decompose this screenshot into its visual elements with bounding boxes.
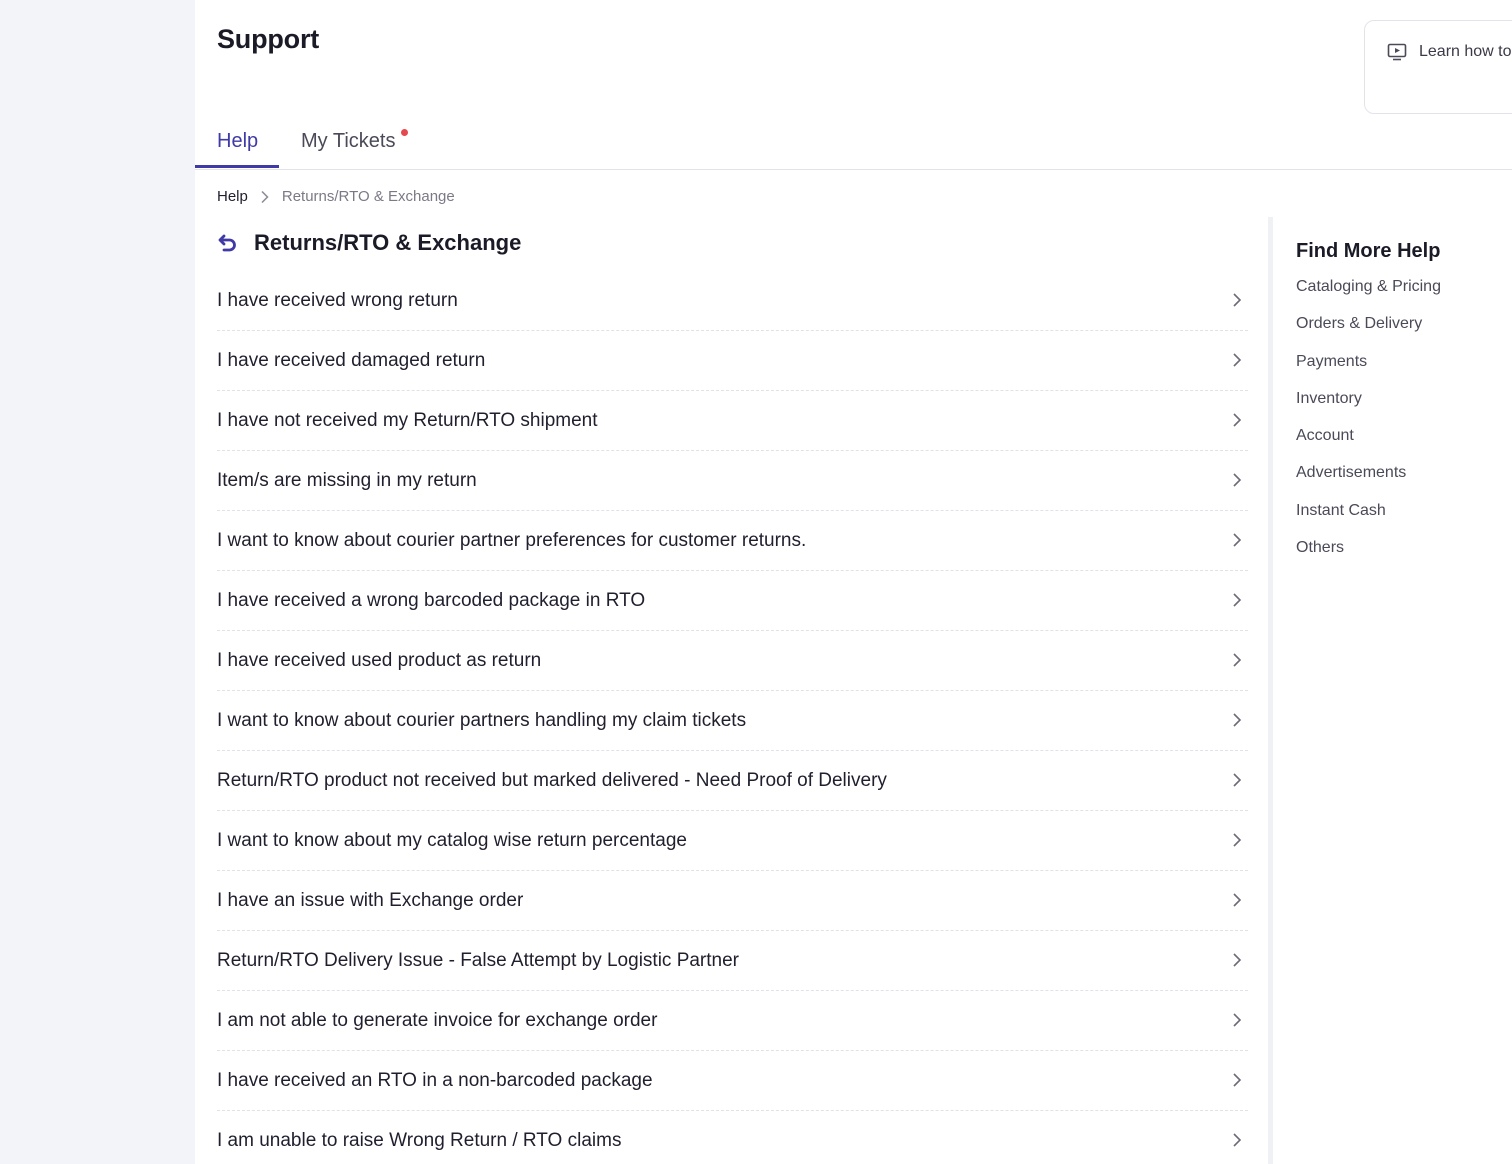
chevron-right-icon — [1232, 532, 1242, 548]
faq-item[interactable] — [217, 871, 1248, 931]
faq-item[interactable] — [217, 1051, 1248, 1111]
section-header — [217, 230, 521, 256]
section-title: Returns/RTO & Exchange — [254, 230, 522, 255]
help-category-link[interactable]: Account — [1296, 427, 1354, 445]
help-category-link[interactable]: Others — [1296, 539, 1345, 557]
faq-question: I have received wrong return — [217, 290, 458, 311]
page-title: Support — [217, 24, 320, 54]
faq-question: I want to know about courier partners handling my claim tickets — [217, 710, 747, 731]
chevron-right-icon — [1232, 712, 1242, 728]
faq-item[interactable] — [217, 391, 1248, 451]
chevron-right-icon — [1232, 1012, 1242, 1028]
learn-how-to-card[interactable] — [1364, 20, 1512, 114]
breadcrumb — [217, 188, 455, 205]
help-category-link[interactable]: Payments — [1296, 352, 1368, 370]
help-category-link[interactable]: Orders & Delivery — [1296, 315, 1423, 333]
faq-item[interactable] — [217, 991, 1248, 1051]
find-more-help-panel — [1296, 240, 1441, 575]
chevron-right-icon — [1232, 1132, 1242, 1148]
chevron-right-icon — [1232, 472, 1242, 488]
chevron-right-icon — [1232, 892, 1242, 908]
faq-question: I have not received my Return/RTO shipment — [217, 410, 598, 431]
find-more-help-heading: Find More Help — [1296, 240, 1441, 262]
faq-question: I have received a wrong barcoded package in RTO — [217, 590, 646, 611]
return-arrow-icon — [217, 232, 239, 254]
active-tab-indicator — [195, 165, 279, 168]
main-content — [195, 0, 1512, 1164]
help-category-link[interactable]: Inventory — [1296, 389, 1362, 407]
chevron-right-icon — [1232, 592, 1242, 608]
faq-question: I am not able to generate invoice for exchange order — [217, 1010, 658, 1031]
faq-item[interactable] — [217, 691, 1248, 751]
chevron-right-icon — [1232, 1072, 1242, 1088]
chevron-right-icon — [1232, 412, 1242, 428]
chevron-right-icon — [1232, 292, 1242, 308]
video-screen-icon — [1387, 43, 1407, 61]
help-category-link[interactable]: Cataloging & Pricing — [1296, 278, 1441, 295]
faq-item[interactable] — [217, 571, 1248, 631]
breadcrumb-help-link[interactable]: Help — [217, 188, 248, 205]
faq-item[interactable] — [217, 811, 1248, 871]
faq-question: Item/s are missing in my return — [217, 470, 477, 491]
sidebar-divider — [1268, 217, 1273, 1164]
faq-item[interactable] — [217, 751, 1248, 811]
chevron-right-icon — [260, 190, 270, 204]
chevron-right-icon — [1232, 832, 1242, 848]
faq-question: Return/RTO product not received but marked delivered - Need Proof of Delivery — [217, 770, 887, 791]
breadcrumb-current: Returns/RTO & Exchange — [281, 188, 455, 205]
faq-question: I am unable to raise Wrong Return / RTO claims — [217, 1130, 622, 1151]
chevron-right-icon — [1232, 952, 1242, 968]
faq-item[interactable] — [217, 511, 1248, 571]
tab-my-tickets[interactable]: My Tickets — [301, 130, 396, 152]
help-category-link[interactable]: Advertisements — [1296, 464, 1407, 482]
faq-question: I have received damaged return — [217, 350, 486, 371]
faq-item[interactable] — [217, 271, 1248, 331]
left-navigation-rail — [0, 0, 195, 1164]
tab-help[interactable]: Help — [217, 130, 259, 152]
faq-question: I want to know about my catalog wise return percentage — [217, 830, 687, 851]
help-category-link[interactable]: Instant Cash — [1296, 501, 1386, 519]
faq-item[interactable] — [217, 451, 1248, 511]
faq-question: I have an issue with Exchange order — [217, 890, 524, 911]
chevron-right-icon — [1232, 772, 1242, 788]
faq-question: Return/RTO Delivery Issue - False Attempt by Logistic Partner — [217, 950, 739, 971]
faq-list — [217, 271, 1248, 1164]
tab-bar — [195, 118, 1512, 170]
faq-item[interactable] — [217, 331, 1248, 391]
faq-item[interactable] — [217, 1111, 1248, 1164]
learn-how-to-label: Learn how to — [1419, 43, 1512, 60]
chevron-right-icon — [1232, 352, 1242, 368]
notification-dot — [401, 129, 408, 136]
faq-item[interactable] — [217, 631, 1248, 691]
faq-question: I want to know about courier partner preferences for customer returns. — [217, 530, 807, 551]
faq-question: I have received an RTO in a non-barcoded package — [217, 1070, 653, 1091]
faq-question: I have received used product as return — [217, 650, 542, 671]
faq-item[interactable] — [217, 931, 1248, 991]
chevron-right-icon — [1232, 652, 1242, 668]
